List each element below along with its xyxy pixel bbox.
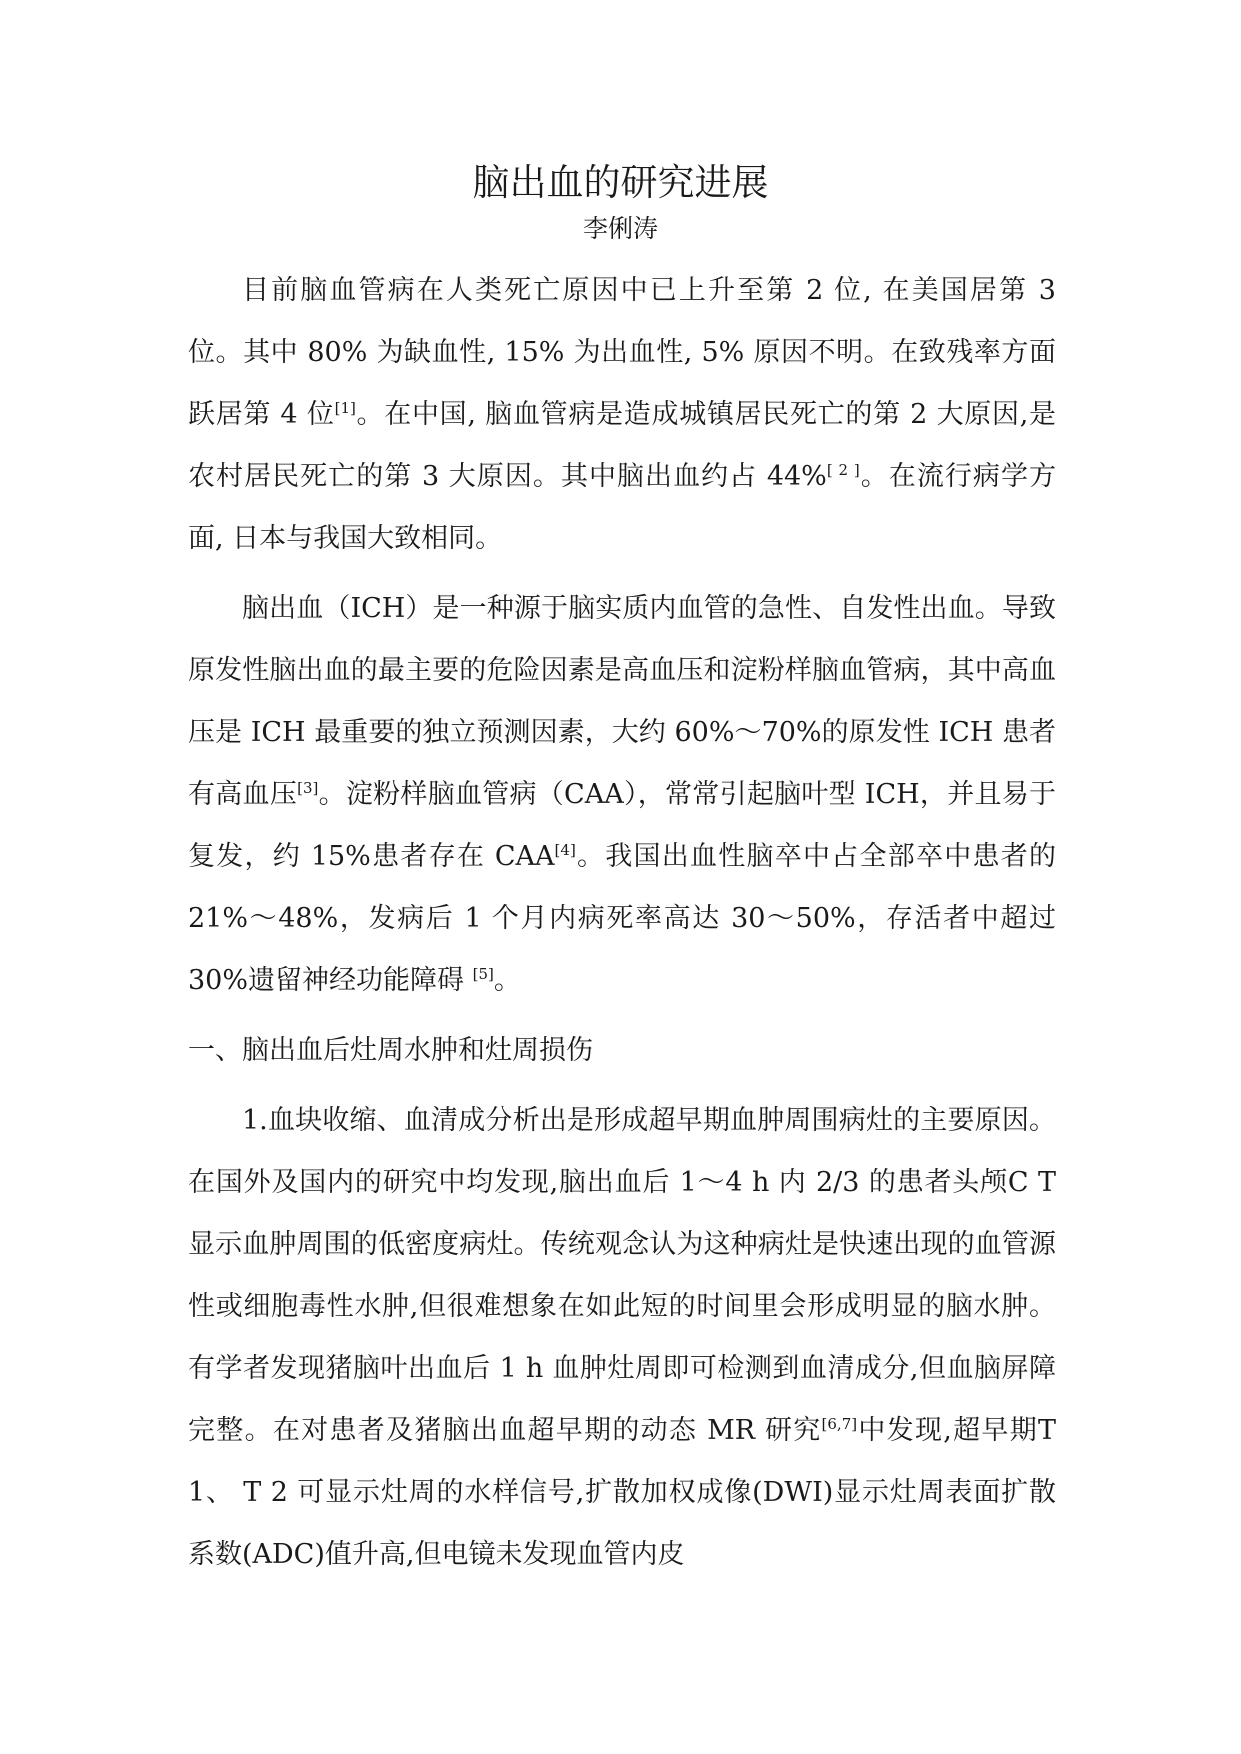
section-heading bbox=[188, 1020, 1056, 1082]
citation-reference: [ 2 ] bbox=[826, 461, 860, 479]
citation-reference: [3] bbox=[297, 779, 319, 797]
citation-reference: [5] bbox=[472, 965, 494, 983]
body-paragraph bbox=[188, 1090, 1056, 1586]
body-paragraph bbox=[188, 578, 1056, 1012]
document-author: 李俐涛 bbox=[582, 214, 658, 243]
citation-reference: [6,7] bbox=[821, 1415, 858, 1433]
document-body bbox=[188, 260, 1056, 1594]
paragraph-text: 脑出血（ICH）是一种源于脑实质内血管的急性、自发性出血。导致原发性脑出血的最主要的危险因素是高血压和淀粉样脑血管病，其中高血压是 ICH 最重要的独立预测因素，大约 60%～70%的原发性 ICH 患者有高血压 bbox=[188, 593, 1056, 810]
document-title: 脑出血的研究进展 bbox=[472, 161, 769, 204]
paragraph-text: 。淀粉样脑血管病（CAA），常常引起脑叶型 ICH，并且易于复发，约 15%患者存在 CAA bbox=[188, 779, 1057, 872]
paragraph-text: 。 bbox=[493, 965, 521, 996]
paragraph-text: 。在流行病学方面, 日本与我国大致相同。 bbox=[188, 461, 1057, 554]
paragraph-text: 中发现,超早期T 1、 T 2 可显示灶周的水样信号,扩散加权成像(DWI)显示灶周表面扩散系数(ADC)值升高,但电镜未发现血管内皮 bbox=[188, 1415, 1057, 1570]
paragraph-text: 。在中国, 脑血管病是造成城镇居民死亡的第 2 大原因,是农村居民死亡的第 3 大原因。其中脑出血约占 44% bbox=[188, 399, 1057, 492]
paragraph-text: 1.血块收缩、血清成分析出是形成超早期血肿周围病灶的主要原因。在国外及国内的研究中均发现,脑出血后 1～4 h 内 2/3 的患者头颅C T显示血肿周围的低密度病灶。传统观念认为这种病灶是快速出现的血管源性或细胞毒性水肿,但很难想象在如此短的时间里会形成明显的脑水肿。有学者发现猪脑叶出血后 1 h 血肿灶周即可检测到血清成分,但血脑屏障完整。在对患者及猪脑出血超早期的动态 MR 研究 bbox=[188, 1105, 1056, 1446]
body-paragraph bbox=[188, 260, 1056, 570]
paragraph-text: 。我国出血性脑卒中占全部卒中患者的 21%～48%，发病后 1 个月内病死率高达 30～50%，存活者中超过 30%遗留神经功能障碍 bbox=[188, 841, 1056, 996]
citation-reference: [1] bbox=[334, 399, 356, 417]
paragraph-text: 目前脑血管病在人类死亡原因中已上升至第 2 位, 在美国居第 3 位。其中 80% 为缺血性, 15% 为出血性, 5% 原因不明。在致残率方面跃居第 4 位 bbox=[188, 275, 1056, 430]
citation-reference: [4] bbox=[554, 841, 576, 859]
paragraph-text: 一、脑出血后灶周水肿和灶周损伤 bbox=[188, 1035, 593, 1066]
